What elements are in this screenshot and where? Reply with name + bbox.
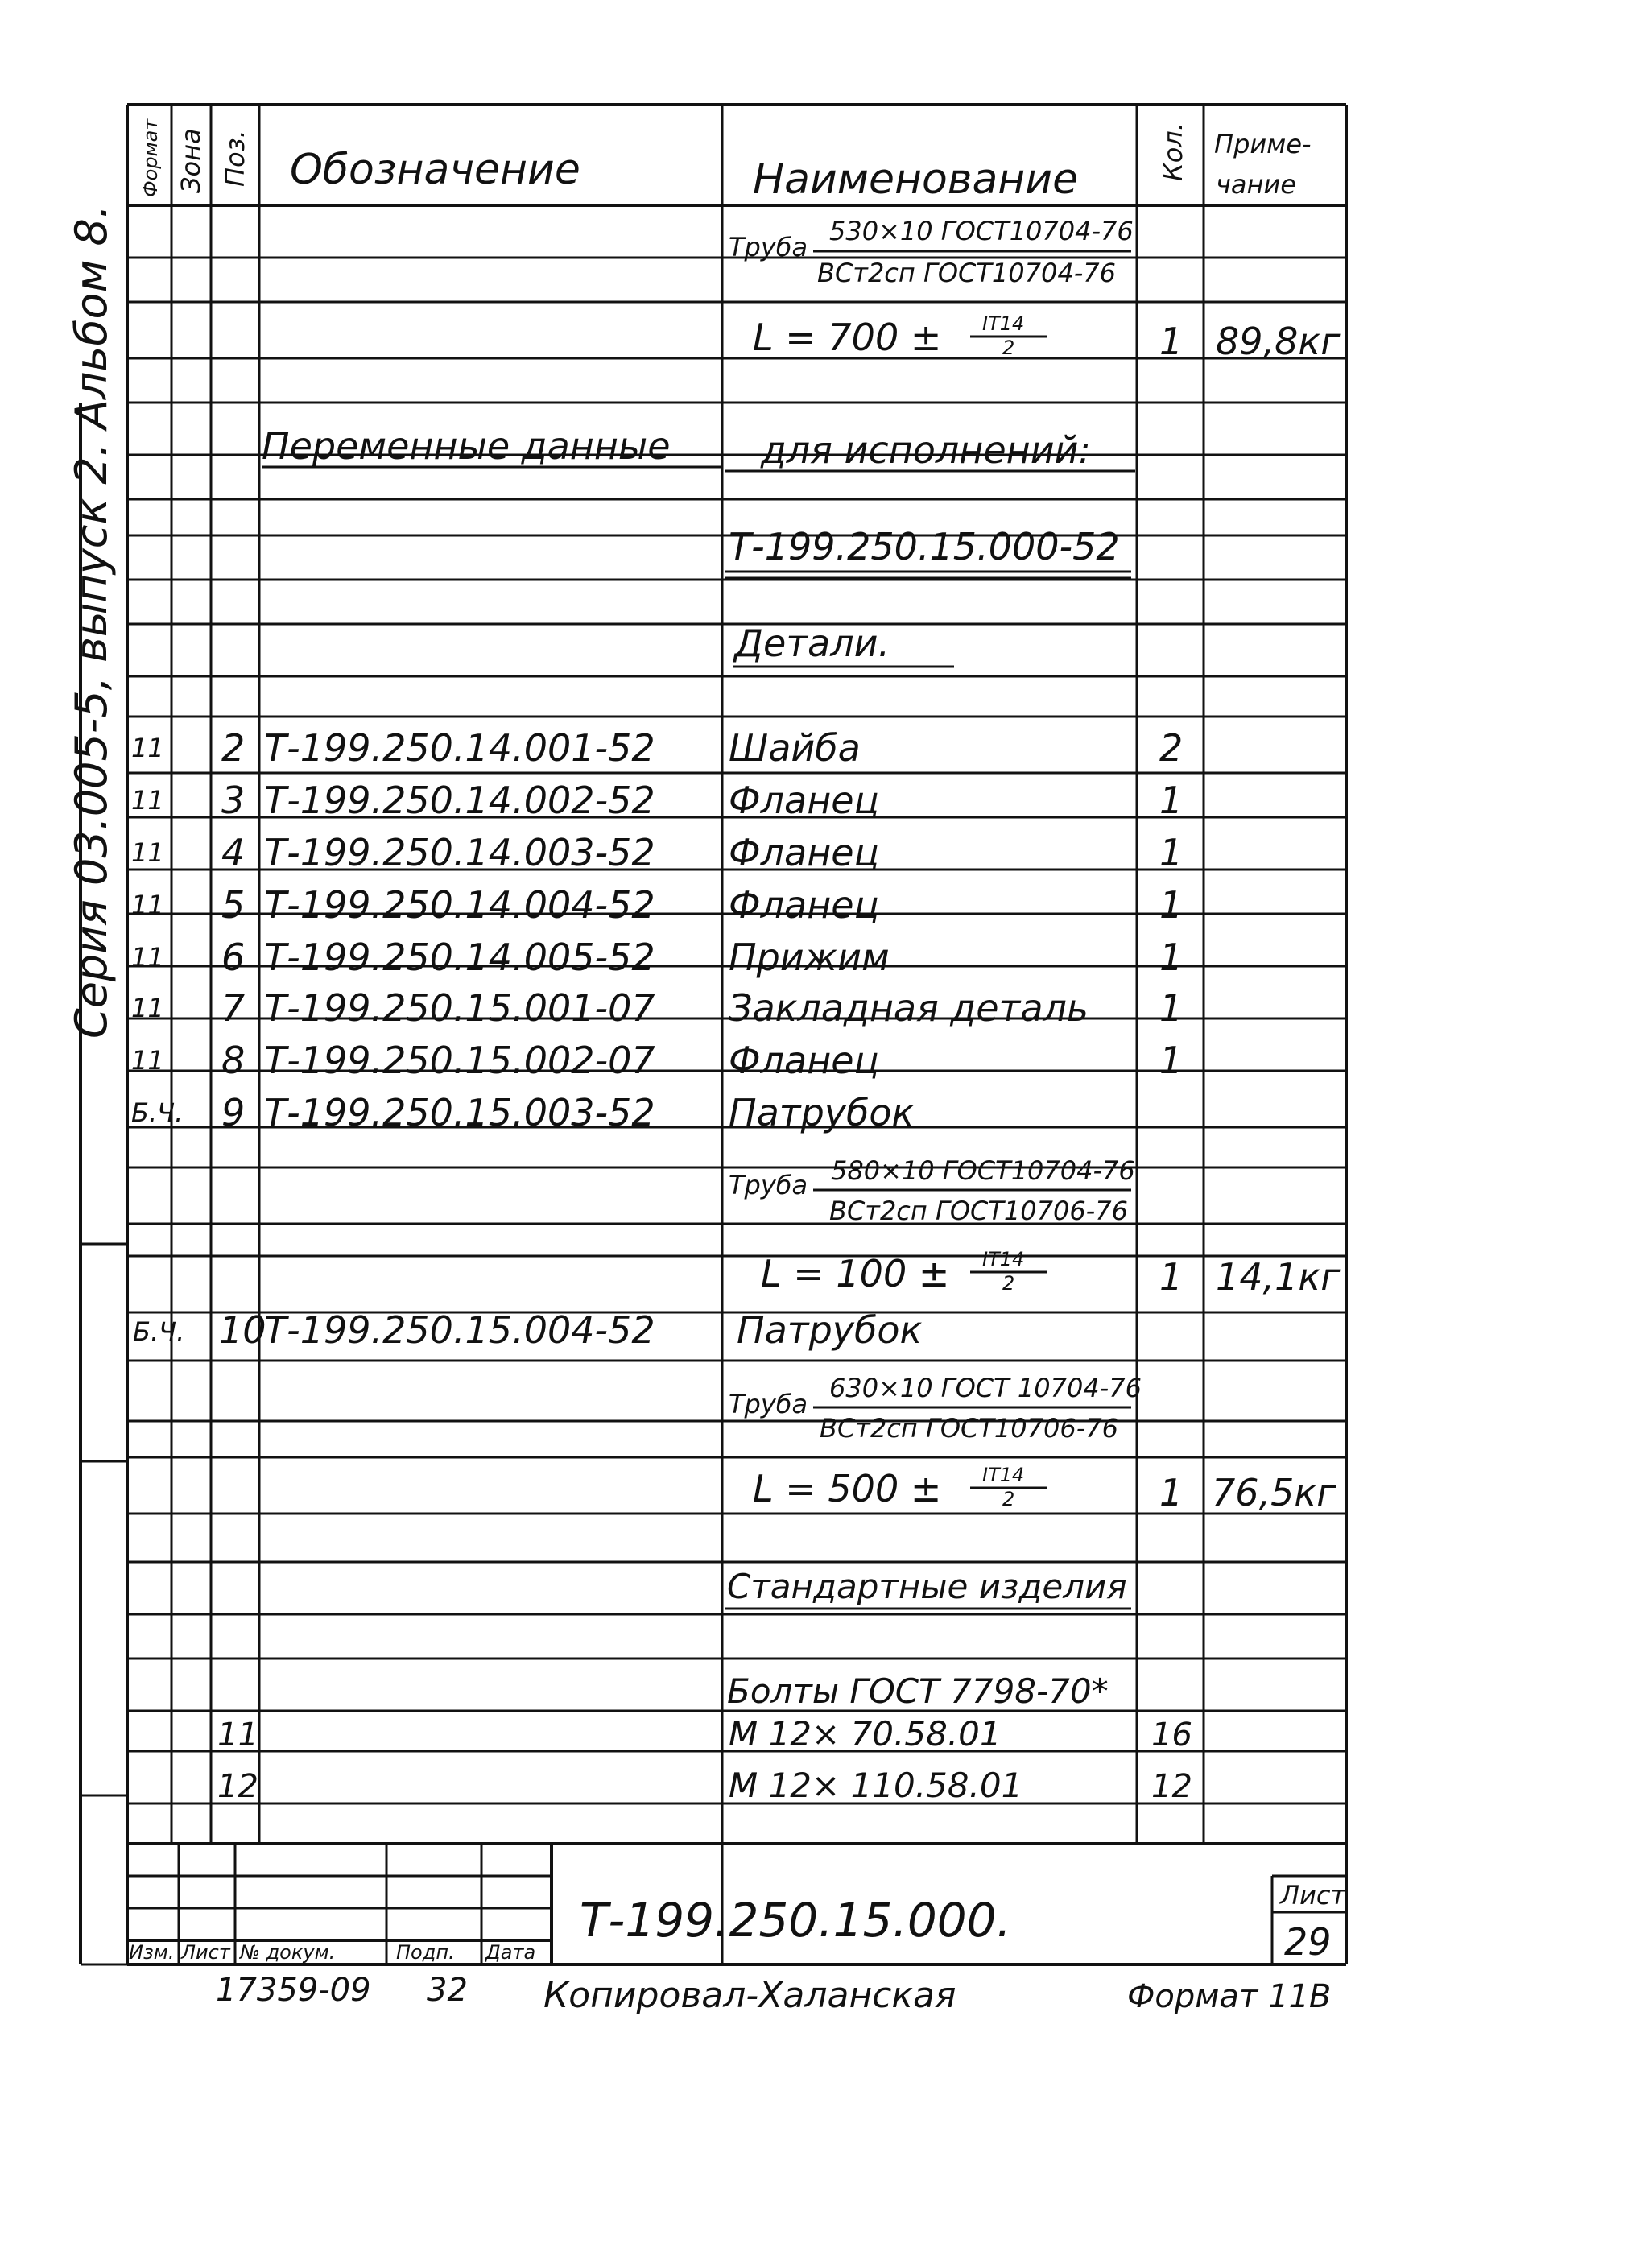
tb-list: Лист	[181, 1941, 230, 1964]
tb-date: Дата	[485, 1941, 536, 1964]
item-qty: 2	[1159, 726, 1184, 770]
pipe1-note: 89,8кг	[1216, 320, 1341, 363]
pipe2-length: L = 100 ±	[761, 1252, 950, 1295]
item-name: Фланец	[729, 779, 879, 822]
item-name: Фланец	[729, 1039, 879, 1082]
pipe3-length: L = 500 ±	[753, 1467, 942, 1510]
item-format: 11	[131, 733, 164, 763]
item-designation: Т-199.250.14.003-52	[264, 831, 655, 874]
tb-sheet-number: 29	[1284, 1920, 1332, 1964]
item-designation: Т-199.250.14.002-52	[264, 779, 655, 822]
header-pos: Поз.	[220, 130, 250, 187]
item-pos: 8	[221, 1039, 246, 1082]
title-block	[129, 1880, 1346, 1964]
header-designation: Обозначение	[290, 146, 580, 194]
item-pos: 7	[221, 986, 246, 1030]
tb-izm: Изм.	[129, 1941, 175, 1964]
item10-name: Патрубок	[737, 1308, 923, 1352]
variable-data-left: Переменные данные	[262, 424, 671, 468]
pipe3-qty: 1	[1159, 1471, 1184, 1514]
item-qty: 1	[1159, 1039, 1184, 1082]
item-pos: 9	[221, 1091, 246, 1134]
header-qty: Кол.	[1158, 122, 1188, 181]
item-format: 11	[131, 785, 164, 816]
pipe2-tol-den: 2	[1002, 1272, 1015, 1295]
variant-designation: Т-199.250.15.000-52	[729, 525, 1120, 568]
item-qty: 1	[1159, 936, 1184, 979]
header-zone: Зона	[176, 128, 206, 193]
pipe2-tol-num: IT14	[982, 1248, 1025, 1270]
pipe3-label: Труба	[729, 1389, 808, 1419]
item10-format: Б.Ч.	[133, 1316, 185, 1347]
bolt-name: М 12× 110.58.01	[729, 1766, 1023, 1805]
item-qty: 1	[1159, 779, 1184, 822]
table-grid	[81, 105, 1346, 1964]
item-name: Фланец	[729, 831, 879, 874]
item-format: 11	[131, 837, 164, 868]
pipe1-qty: 1	[1159, 320, 1184, 363]
tb-sign: Подп.	[396, 1941, 455, 1964]
bolts-heading: Болты ГОСТ 7798-70*	[727, 1671, 1109, 1711]
pipe1-tol-num: IT14	[982, 312, 1025, 335]
bolt-pos: 12	[217, 1768, 258, 1805]
pipe1-top: 530×10 ГОСТ10704-76	[829, 216, 1134, 246]
pipe1-bottom: ВСт2сп ГОСТ10704-76	[817, 258, 1116, 288]
pipe2-bottom: ВСт2сп ГОСТ10706-76	[829, 1196, 1128, 1226]
pipe3-note: 76,5кг	[1212, 1471, 1336, 1514]
item-pos: 2	[221, 726, 246, 770]
item10-designation: Т-199.250.15.004-52	[264, 1308, 655, 1352]
tb-designation: Т-199.250.15.000.	[580, 1893, 1012, 1948]
item-designation: Т-199.250.14.004-52	[264, 883, 655, 927]
item-name: Патрубок	[729, 1091, 915, 1134]
variable-data-right: для исполнений:	[761, 428, 1092, 472]
item-designation: Т-199.250.15.002-07	[264, 1039, 655, 1082]
bolt-name: М 12× 70.58.01	[729, 1714, 1002, 1754]
item-name: Фланец	[729, 883, 879, 927]
pipe3-bottom: ВСт2сп ГОСТ10706-76	[820, 1413, 1118, 1444]
item-name: Шайба	[729, 726, 861, 770]
pipe2-note: 14,1кг	[1216, 1255, 1341, 1299]
item-qty: 1	[1159, 986, 1184, 1030]
footer-format: Формат 11В	[1127, 1978, 1332, 2015]
item-format: 11	[131, 942, 164, 973]
tb-sheet-label: Лист	[1280, 1880, 1346, 1911]
footer-code: 17359-09	[216, 1972, 371, 2009]
bolt-qty: 16	[1151, 1716, 1192, 1754]
pipe1-tol-den: 2	[1002, 337, 1015, 359]
header-note-2: чание	[1216, 169, 1296, 200]
details-heading: Детали.	[734, 622, 890, 665]
series-side-text: Серия 03.005-5, выпуск 2. Альбом 8.	[66, 204, 117, 1039]
pipe1-label: Труба	[729, 232, 808, 262]
pipe2-label: Труба	[729, 1170, 808, 1200]
pipe1-length: L = 700 ±	[753, 316, 942, 359]
header-note-1: Приме-	[1214, 129, 1312, 159]
footer	[216, 1972, 1331, 2016]
item-pos: 3	[221, 779, 246, 822]
item-pos: 4	[221, 831, 246, 874]
item-name: Закладная деталь	[729, 986, 1089, 1030]
item-pos: 5	[221, 883, 246, 927]
item-format: 11	[131, 890, 164, 920]
item-format: 11	[131, 993, 164, 1023]
standard-heading: Стандартные изделия	[727, 1567, 1127, 1606]
item10-pos: 10	[219, 1308, 266, 1352]
tb-doc: № докум.	[240, 1941, 336, 1964]
bolt-pos: 11	[217, 1716, 258, 1754]
header-name: Наименование	[753, 155, 1079, 204]
item-name: Прижим	[729, 936, 890, 979]
item-qty: 1	[1159, 883, 1184, 927]
header-format: Формат	[139, 118, 162, 197]
item-designation: Т-199.250.15.003-52	[264, 1091, 655, 1134]
pipe2-qty: 1	[1159, 1255, 1184, 1299]
footer-page: 32	[427, 1972, 468, 2009]
bolt-qty: 12	[1151, 1768, 1192, 1805]
item-designation: Т-199.250.14.005-52	[264, 936, 655, 979]
pipe3-top: 630×10 ГОСТ 10704-76	[829, 1373, 1142, 1403]
pipe3-tol-num: IT14	[982, 1464, 1025, 1486]
item-designation: Т-199.250.14.001-52	[264, 726, 655, 770]
item-pos: 6	[221, 936, 246, 979]
item-qty: 1	[1159, 831, 1184, 874]
item-format: 11	[131, 1045, 164, 1076]
pipe3-tol-den: 2	[1002, 1488, 1015, 1510]
item-format: Б.Ч.	[131, 1097, 184, 1128]
pipe2-top: 580×10 ГОСТ10704-76	[831, 1155, 1135, 1186]
item-designation: Т-199.250.15.001-07	[264, 986, 655, 1030]
footer-copied: Копировал-Халанская	[543, 1975, 956, 2016]
table-header	[139, 118, 1312, 204]
